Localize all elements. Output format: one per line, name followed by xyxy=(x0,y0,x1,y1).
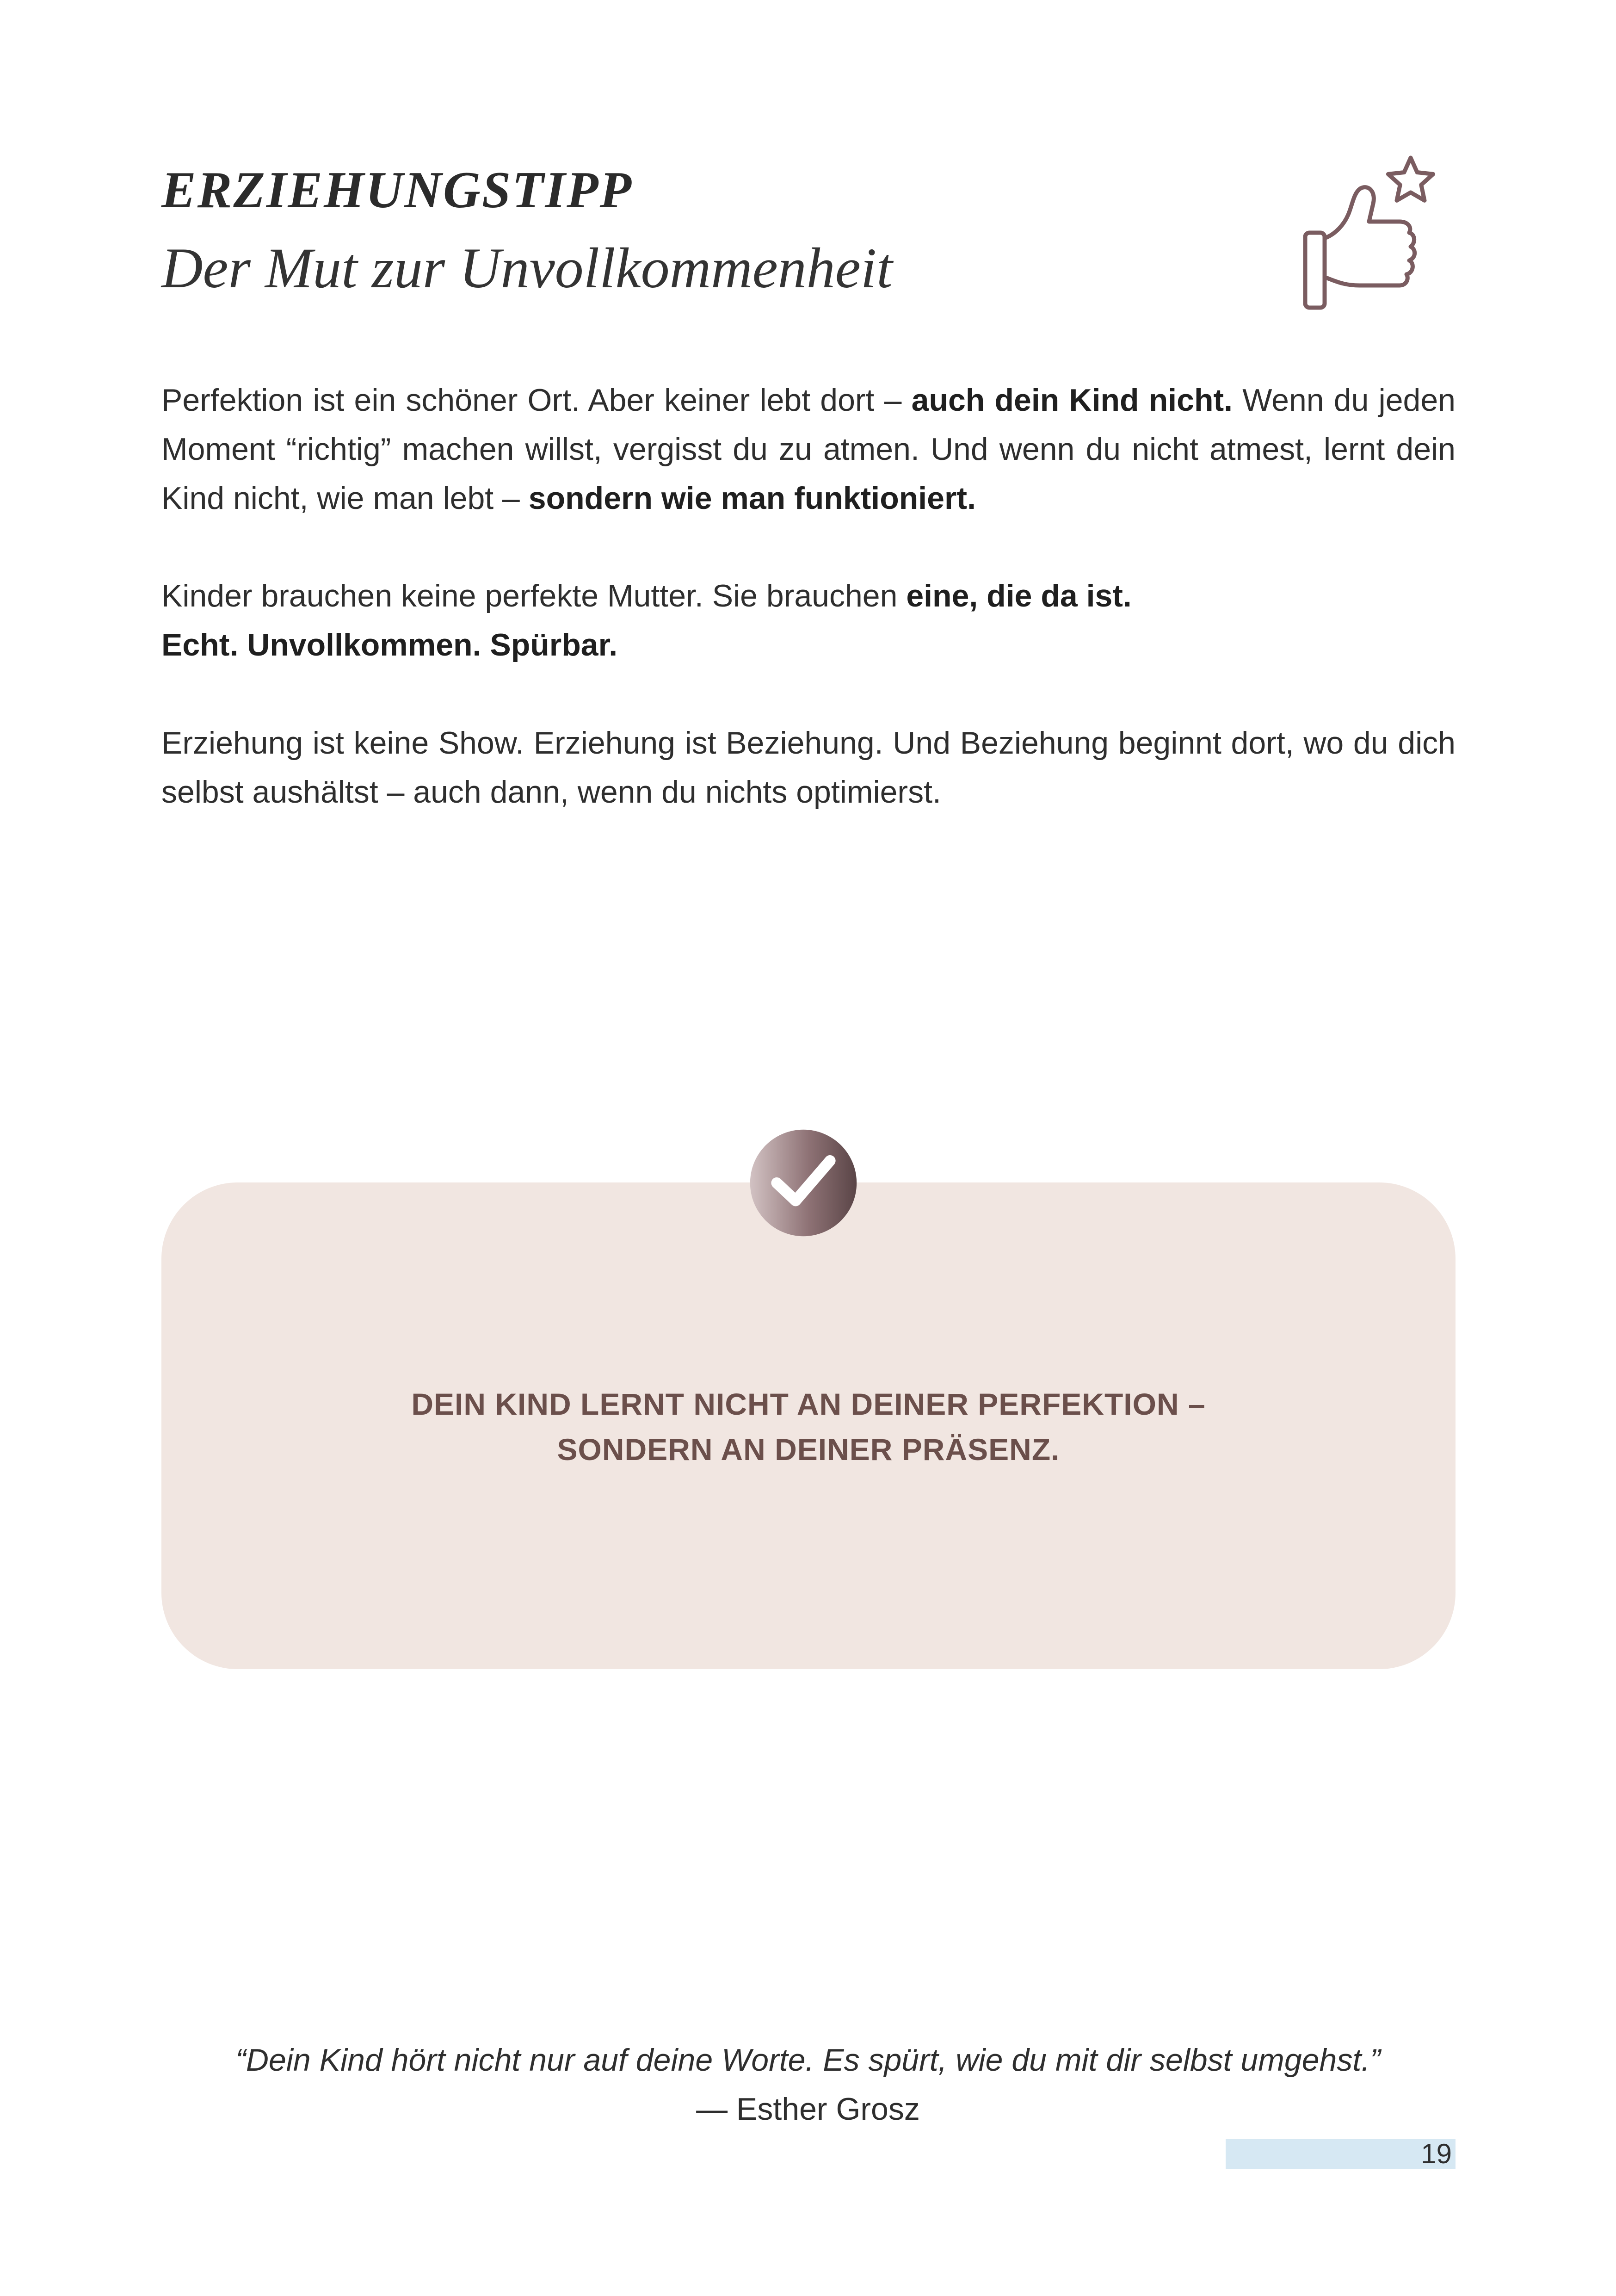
page-number: 19 xyxy=(1421,2138,1452,2169)
quote-text: “Dein Kind hört nicht nur auf deine Worte. Es spürt, wie du mit dir selbst umgehst.” xyxy=(235,2042,1381,2078)
callout-line-2: SONDERN AN DEINER PRÄSENZ. xyxy=(557,1432,1060,1467)
callout-box xyxy=(161,1182,1456,1669)
page-title: ERZIEHUNGSTIPP xyxy=(161,161,633,219)
page-subtitle: Der Mut zur Unvollkommenheit xyxy=(161,236,893,300)
paragraph-perfektion: Perfektion ist ein schöner Ort. Aber keiner lebt dort – auch dein Kind nicht. Wenn du jeden Moment “richtig” machen willst, vergisst du zu atmen. Und wenn du nicht atmest, lernt dein Kind nicht, wie man lebt – sondern wie man funktioniert. xyxy=(161,383,1456,516)
quote-author: — Esther Grosz xyxy=(696,2092,920,2127)
paragraph-erziehung: Erziehung ist keine Show. Erziehung ist Beziehung. Und Beziehung beginnt dort, wo du dich selbst aushältst – auch dann, wenn du nichts optimierst. xyxy=(161,725,1456,810)
paragraph-kinder-brauchen: Kinder brauchen keine perfekte Mutter. Sie brauchen eine, die da ist. Echt. Unvollkommen. Spürbar. xyxy=(161,578,1132,662)
callout-text xyxy=(161,1381,1456,1472)
callout-line-1: DEIN KIND LERNT NICHT AN DEINER PERFEKTION – xyxy=(411,1387,1206,1421)
check-circle-icon xyxy=(748,1127,859,1238)
page-number-bar xyxy=(1226,2139,1456,2169)
thumbs-up-star-icon xyxy=(1300,155,1466,322)
